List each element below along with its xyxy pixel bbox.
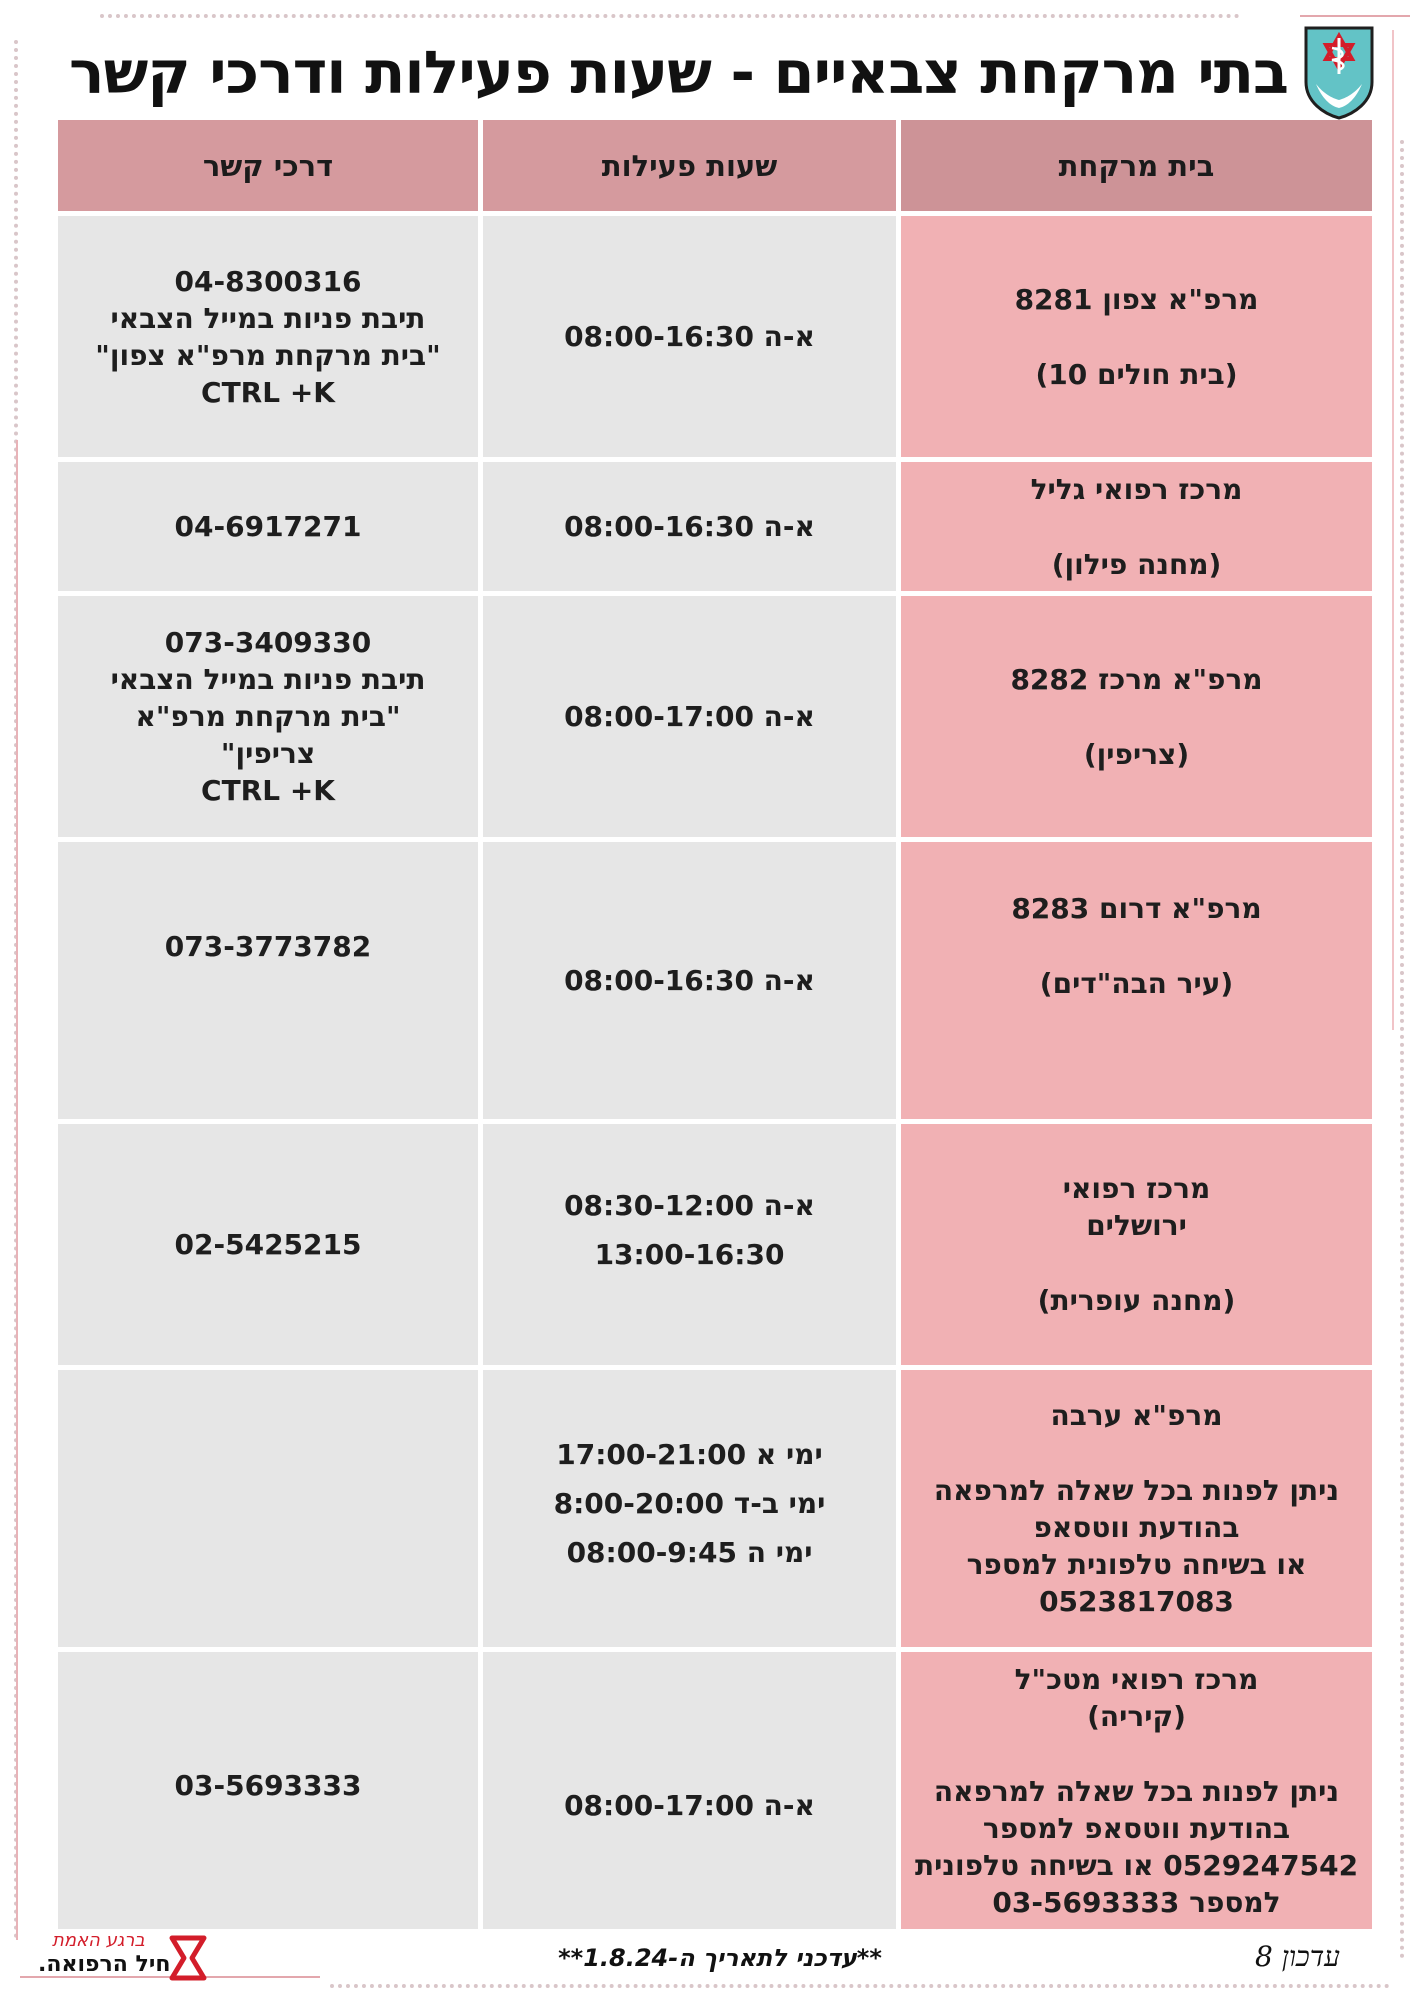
- pharmacy-cell: [896, 216, 1372, 462]
- corps-slogan: ברגע האמת: [52, 1930, 145, 1951]
- pharmacy-cell: [896, 462, 1372, 596]
- pharmacy-name: מרפ"א מרכז 8282: [1010, 662, 1263, 696]
- medical-corps-star-logo-icon: [168, 1932, 208, 1984]
- contact-cell: [58, 1124, 478, 1370]
- idf-medical-corps-emblem-icon: [1302, 24, 1376, 120]
- hours-line: א-ה 08:00-16:30: [564, 320, 815, 353]
- pharmacy-name: מרכז רפואי גליל: [1030, 472, 1243, 506]
- decorative-dotted-border-top: [100, 14, 1240, 18]
- contact-info: 073-3409330 תיבת פניות במייל הצבאי "בית מרקחת מרפ"א צריפין" CTRL +K: [110, 626, 426, 807]
- table-header-row: [58, 120, 1372, 216]
- contact-cell: [58, 1370, 478, 1652]
- pharmacy-location: (בית חולים 10): [1035, 357, 1238, 391]
- hours-line: א-ה 08:00-16:30: [564, 510, 815, 543]
- pharmacy-name: מרפ"א צפון 8281: [1014, 282, 1259, 316]
- hours-line: א-ה 08:00-16:30: [564, 964, 815, 997]
- hours-line: א-ה 08:00-17:00: [564, 1789, 815, 1822]
- medical-corps-logo: [30, 1930, 210, 1990]
- decorative-dotted-border-bottom: [330, 1984, 1390, 1988]
- pharmacy-table: [58, 120, 1372, 1934]
- update-version: עדכון 8: [1254, 1940, 1340, 1973]
- pharmacy-cell: [896, 842, 1372, 1124]
- hours-cell: [478, 842, 896, 1124]
- pharmacy-location: (עיר הבה"דים): [1039, 967, 1234, 1000]
- pharmacy-name: מרכז רפואי ירושלים: [1062, 1172, 1211, 1242]
- contact-info: 073-3773782: [164, 930, 372, 963]
- hours-cell: [478, 216, 896, 462]
- pharmacy-name: מרפ"א דרום 8283: [1011, 892, 1262, 925]
- contact-info: 02-5425215: [174, 1228, 362, 1261]
- decorative-line-right: [1392, 30, 1394, 1030]
- hours-line: ימי ב-ד 8:00-20:00: [553, 1487, 826, 1520]
- table-row: [58, 216, 1372, 462]
- pharmacy-location: (מחנה עופרית): [1037, 1284, 1236, 1317]
- pharmacy-location: (מחנה פילון): [1051, 547, 1222, 581]
- table-row: [58, 1124, 1372, 1370]
- pharmacy-location: ניתן לפנות בכל שאלה למרפאה בהודעת ווטסאפ למספר 0529247542 או בשיחה טלפונית למספר 03-5693333: [914, 1774, 1359, 1919]
- contact-cell: [58, 462, 478, 596]
- table-row: [58, 842, 1372, 1124]
- contact-cell: [58, 1652, 478, 1934]
- column-header-hours: שעות פעילות: [478, 120, 896, 216]
- column-header-pharmacy: בית מרקחת: [896, 120, 1372, 216]
- table-row: [58, 462, 1372, 596]
- contact-info: 04-6917271: [174, 510, 362, 543]
- hours-line: ימי ה 08:00-9:45: [566, 1536, 813, 1569]
- hours-cell: [478, 1370, 896, 1652]
- hours-line: א-ה 08:00-17:00: [564, 700, 815, 733]
- corps-name: חיל הרפואה.: [38, 1952, 171, 1977]
- contact-info: 04-8300316 תיבת פניות במייל הצבאי "בית מרקחת מרפ"א צפון" CTRL +K: [95, 264, 441, 409]
- hours-cell: [478, 596, 896, 842]
- table-row: [58, 596, 1372, 842]
- contact-cell: [58, 842, 478, 1124]
- hours-cell: [478, 1124, 896, 1370]
- hours-line: 13:00-16:30: [594, 1237, 785, 1271]
- pharmacy-name: מרכז רפואי מטכ"ל (קיריה): [1014, 1662, 1259, 1733]
- page-title: בתי מרקחת צבאיים - שעות פעילות ודרכי קשר: [69, 37, 1288, 107]
- hours-cell: [478, 1652, 896, 1934]
- decorative-line-left: [16, 440, 18, 1940]
- pharmacy-location: ניתן לפנות בכל שאלה למרפאה בהודעת ווטסאפ או בשיחה טלפונית למספר 0523817083: [933, 1474, 1340, 1618]
- decorative-line-top: [1300, 15, 1410, 17]
- pharmacy-cell: [896, 1652, 1372, 1934]
- hours-cell: [478, 462, 896, 596]
- hours-line: ימי א 17:00-21:00: [556, 1438, 823, 1471]
- contact-cell: [58, 216, 478, 462]
- pharmacy-cell: [896, 1124, 1372, 1370]
- hours-line: א-ה 08:30-12:00: [564, 1188, 815, 1222]
- table-row: [58, 1652, 1372, 1934]
- column-header-contact: דרכי קשר: [58, 120, 478, 216]
- table-row: [58, 1370, 1372, 1652]
- pharmacy-name: מרפ"א ערבה: [1050, 1399, 1223, 1432]
- pharmacy-location: (צריפין): [1083, 737, 1190, 771]
- pharmacy-cell: [896, 596, 1372, 842]
- pharmacy-cell: [896, 1370, 1372, 1652]
- contact-cell: [58, 596, 478, 842]
- contact-info: 03-5693333: [174, 1769, 362, 1802]
- updated-date-note: **עדכני לתאריך ה-1.8.24**: [558, 1944, 882, 1972]
- page-header: [56, 22, 1376, 122]
- decorative-dotted-border-right: [1400, 140, 1404, 1960]
